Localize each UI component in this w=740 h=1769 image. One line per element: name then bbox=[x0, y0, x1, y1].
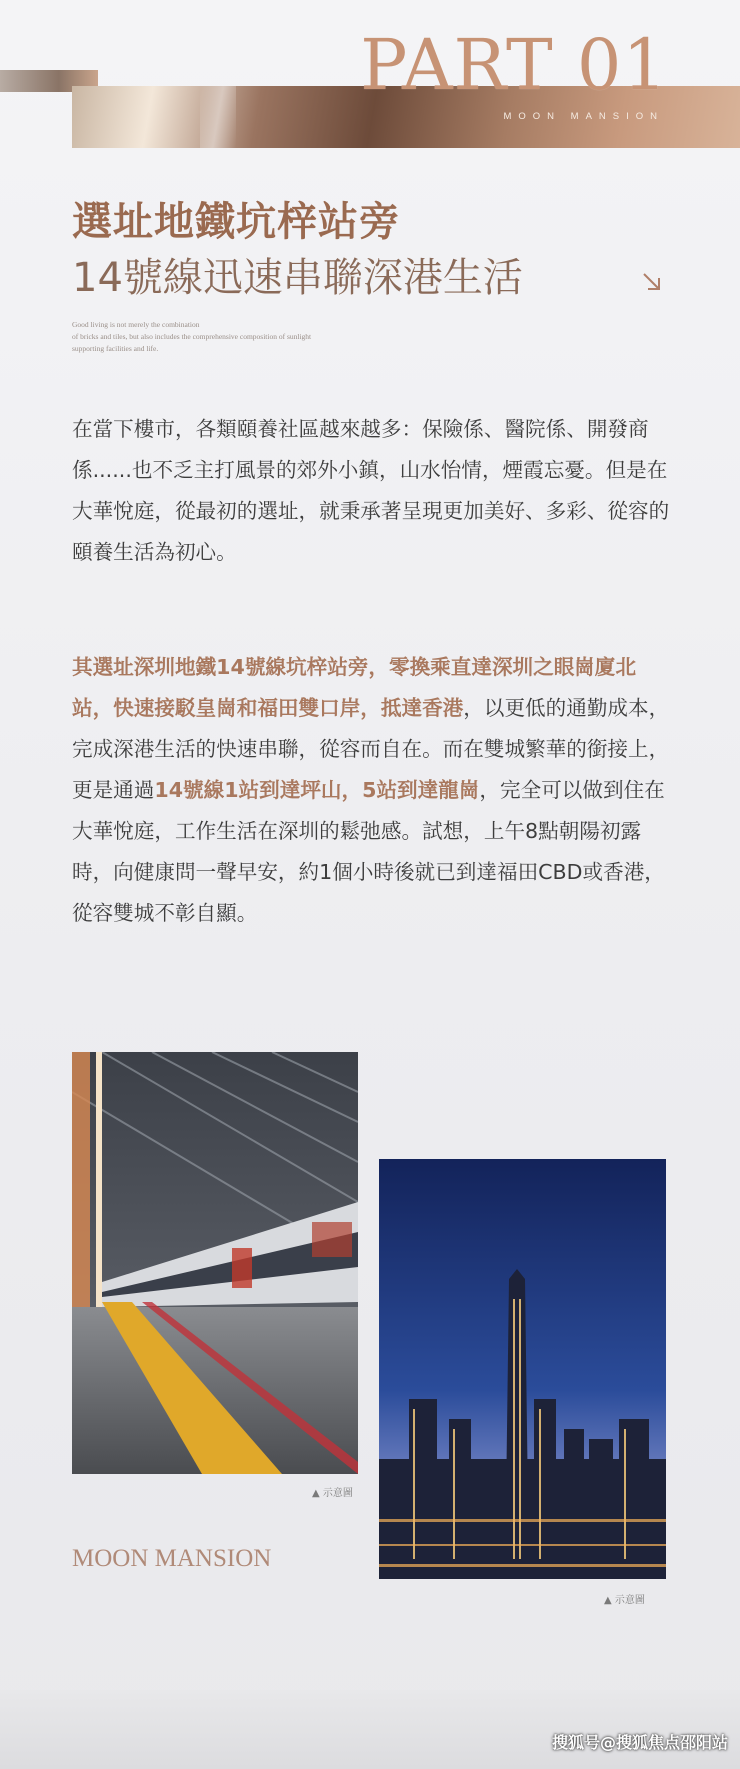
paragraph-2-highlight-1: 其選址深圳地鐵14號線坑梓站旁，零換乘直達深圳之眼崗廈北站，快速接駁皇崗和福田雙口岸，抵達香港 bbox=[72, 655, 637, 720]
paragraph-1: 在當下樓市，各類頤養社區越來越多：保險係、醫院係、開發商係......也不乏主打風景的郊外小鎮，山水怡情，煙霞忘憂。但是在大華悅庭，從最初的選址，就秉承著呈現更加美好、多彩、從容的頤養生活為初心。 bbox=[72, 417, 670, 564]
brand-logo-text: MOON MANSION bbox=[72, 1545, 272, 1572]
headline-line1: 選址地鐵坑梓站旁 bbox=[72, 199, 400, 245]
photo-caption: ▲ 示意圖 bbox=[312, 1488, 353, 1499]
metro-platform-photo bbox=[72, 1052, 358, 1474]
paragraph-2 bbox=[72, 647, 672, 934]
part-title: PART 01 bbox=[360, 24, 668, 106]
intro-line: of bricks and tiles, but also includes the comprehensive composition of sunlight bbox=[72, 332, 312, 341]
header-band-highlight bbox=[200, 86, 236, 148]
intro-line: supporting facilities and life. bbox=[72, 344, 159, 353]
paragraph-2-text-2: ，完全可以做到住在大華悅庭，工作生活在深圳的鬆弛感。試想，上午8點朝陽初露時，向健康問一聲早安，約1個小時後就已到達福田CBD或香港，從容雙城不彰自顯。 bbox=[72, 778, 665, 925]
photo-caption: ▲ 示意圖 bbox=[604, 1595, 645, 1606]
source-watermark: 搜狐号@搜狐焦点邵阳站 bbox=[551, 1733, 728, 1752]
city-skyline-photo bbox=[379, 1159, 666, 1579]
paragraph-2-highlight-2: 14號線1站到達坪山，5站到達龍崗 bbox=[154, 778, 480, 802]
paragraph-2-text-1: ，以更低的通勤成本，完成深港生活的快速串聯，從容而自在。而在雙城繁華的銜接上，更是通過 bbox=[72, 696, 670, 802]
intro-line: Good living is not merely the combination bbox=[72, 320, 200, 329]
headline-line2: 14號線迅速串聯深港生活 bbox=[72, 255, 523, 301]
arrow-down-right-icon bbox=[640, 270, 664, 294]
part-subtitle: MOON MANSION bbox=[503, 111, 664, 122]
intro-english bbox=[72, 319, 372, 355]
